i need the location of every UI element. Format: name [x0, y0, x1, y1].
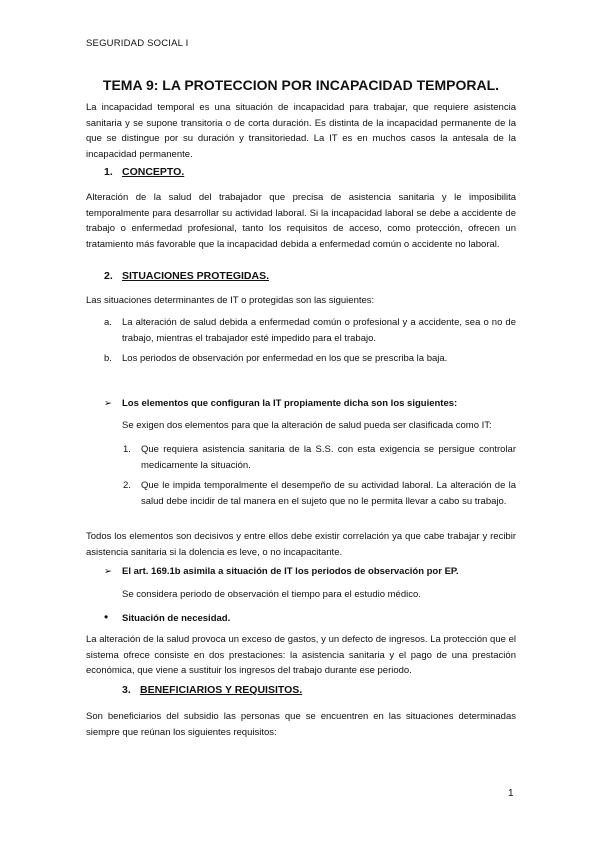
- elementos-intro: Se exigen dos elementos para que la alteración de salud pueda ser clasificada como IT:: [122, 420, 492, 431]
- bullet-point-necesidad: [104, 610, 516, 627]
- section-number: 1.: [104, 166, 113, 178]
- list-item: [104, 351, 516, 367]
- correlacion-paragraph: Todos los elementos son decisivos y entre ellos debe existir correlación ya que cabe trabajar y recibir asistencia sanitaria si la dolencia es leve, o no incapacitante.: [86, 531, 516, 558]
- running-header: SEGURIDAD SOCIAL I: [86, 38, 189, 49]
- section-number: 3.: [122, 684, 131, 696]
- necesidad-paragraph: La alteración de la salud provoca un exceso de gastos, y un defecto de ingresos. La protección que el sistema ofrece consiste en dos prestaciones: la asistencia sanitaria y el pago de una prestación económica, que viene a sustituir los ingresos del trabajo durante ese periodo.: [86, 634, 516, 676]
- concepto-paragraph: Alteración de la salud del trabajador que precisa de asistencia sanitaria y le imposibilita temporalmente para desarrollar su actividad laboral. Si la incapacidad laboral se debe a accidente de trabajo o enfermedad profesional, tanto los requisitos de acceso, como protección, ofrecen un tratamiento más favorable que la incapacidad debida a enfermedad común o accidente no laboral.: [86, 192, 516, 250]
- list-item: [123, 442, 516, 473]
- list-marker: 2.: [123, 480, 131, 491]
- list-item: [104, 315, 516, 346]
- section-heading-concepto: [104, 166, 184, 178]
- list-marker: a.: [104, 317, 112, 328]
- list-item-text: La alteración de salud debida a enfermedad común o profesional y a accidente, sea o no de trabajo, mientras el trabajador esté impedido para el trabajo.: [122, 317, 516, 344]
- arrow-point-art169: [104, 564, 516, 580]
- intro-paragraph: La incapacidad temporal es una situación de incapacidad para trabajar, que requiere asistencia sanitaria y se supone transitoria o de corta duración. Es distinta de la incapacidad permanente de la que se distingue por su duración y transitoriedad. La IT es en muchos casos la antesala de la incapacidad permanente.: [86, 102, 516, 160]
- observacion-paragraph: Se considera periodo de observación el tiempo para el estudio médico.: [122, 589, 421, 600]
- section-title: BENEFICIARIOS Y REQUISITOS.: [140, 684, 303, 696]
- beneficiarios-paragraph: Son beneficiarios del subsidio las personas que se encuentren en las situaciones determinadas siempre que reúnan los siguientes requisitos:: [86, 711, 516, 738]
- list-marker: 1.: [123, 444, 131, 455]
- situaciones-intro: Las situaciones determinantes de IT o protegidas son las siguientes:: [86, 295, 375, 306]
- section-heading-beneficiarios: [122, 684, 302, 696]
- page-number: 1: [508, 788, 514, 799]
- section-number: 2.: [104, 270, 113, 282]
- arrow-bullet-icon: ➢: [104, 398, 112, 409]
- section-heading-situaciones: [104, 270, 269, 282]
- arrow-point-text: Los elementos que configuran la IT propiamente dicha son los siguientes:: [122, 398, 458, 409]
- bullet-icon: •: [104, 610, 109, 624]
- list-item-text: Que requiera asistencia sanitaria de la S.S. con esta exigencia se persigue controlar medicamente la situación.: [141, 444, 516, 471]
- list-item-text: Los periodos de observación por enfermedad en los que se prescriba la baja.: [122, 353, 448, 364]
- list-item: [123, 478, 516, 509]
- page-title: TEMA 9: LA PROTECCION POR INCAPACIDAD TEMPORAL.: [102, 77, 500, 93]
- arrow-point-elementos: [104, 396, 516, 412]
- section-title: SITUACIONES PROTEGIDAS.: [122, 270, 270, 282]
- arrow-point-text: El art. 169.1b asimila a situación de IT los periodos de observación por EP.: [122, 566, 459, 577]
- list-marker: b.: [104, 353, 112, 364]
- list-item-text: Que le impida temporalmente el desempeño de su actividad laboral. La alteración de la salud debe incidir de tal manera en el sujeto que no le permita llevar a cabo su trabajo.: [141, 480, 516, 507]
- section-title: CONCEPTO.: [122, 166, 185, 178]
- arrow-bullet-icon: ➢: [104, 566, 112, 577]
- bullet-point-text: Situación de necesidad.: [122, 613, 231, 624]
